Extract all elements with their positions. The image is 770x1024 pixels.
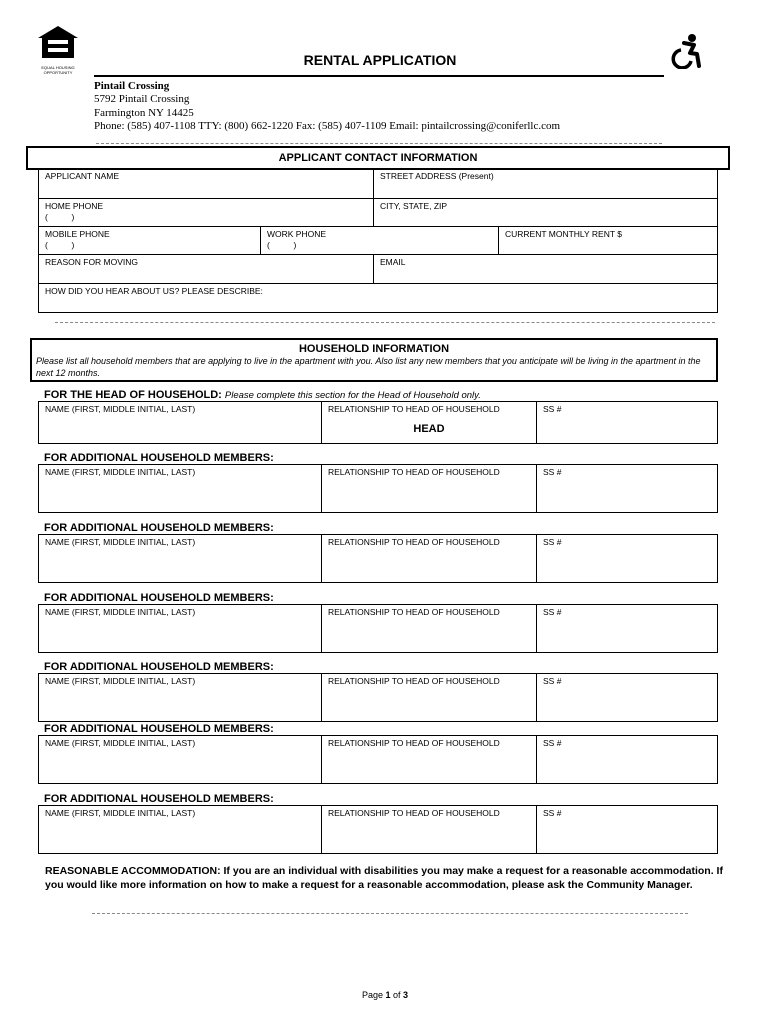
- member-ss-field[interactable]: [536, 534, 718, 583]
- applicant-name-label: APPLICANT NAME: [45, 171, 120, 181]
- member-name-label: NAME (FIRST, MIDDLE INITIAL, LAST): [45, 808, 196, 818]
- member-relationship-field[interactable]: [321, 805, 537, 854]
- mobile-phone-paren: ( ): [45, 240, 75, 250]
- property-info: [94, 80, 560, 133]
- additional-member-header: FOR ADDITIONAL HOUSEHOLD MEMBERS:: [44, 522, 274, 534]
- home-phone-field[interactable]: [38, 198, 374, 227]
- hear-about-label: HOW DID YOU HEAR ABOUT US? PLEASE DESCRIBE:: [45, 286, 263, 296]
- current-rent-field[interactable]: [498, 226, 718, 255]
- page-of: of: [393, 990, 401, 1000]
- property-contact: Phone: (585) 407-1108 TTY: (800) 662-1220 Fax: (585) 407-1109 Email: pintailcrossing@coniferllc.com: [94, 119, 561, 132]
- member-name-field[interactable]: [38, 735, 322, 784]
- hear-about-field[interactable]: [38, 283, 718, 313]
- additional-member-header: FOR ADDITIONAL HOUSEHOLD MEMBERS:: [44, 452, 274, 464]
- work-phone-label: WORK PHONE: [267, 229, 327, 239]
- member-ss-label: SS #: [543, 467, 562, 477]
- reason-moving-label: REASON FOR MOVING: [45, 257, 139, 267]
- member-relationship-label: RELATIONSHIP TO HEAD OF HOUSEHOLD: [328, 467, 500, 477]
- member-name-field[interactable]: [38, 534, 322, 583]
- head-ss-field[interactable]: [536, 401, 718, 444]
- member-name-field[interactable]: [38, 604, 322, 653]
- work-phone-field[interactable]: [260, 226, 499, 255]
- email-field[interactable]: [373, 254, 718, 284]
- additional-member-header: FOR ADDITIONAL HOUSEHOLD MEMBERS:: [44, 793, 274, 805]
- member-ss-label: SS #: [543, 808, 562, 818]
- page-footer: [0, 990, 770, 1000]
- member-relationship-field[interactable]: [321, 534, 537, 583]
- member-ss-field[interactable]: [536, 464, 718, 513]
- additional-member-header: FOR ADDITIONAL HOUSEHOLD MEMBERS:: [44, 723, 274, 735]
- member-name-label: NAME (FIRST, MIDDLE INITIAL, LAST): [45, 676, 196, 686]
- reason-moving-field[interactable]: [38, 254, 374, 284]
- member-name-label: NAME (FIRST, MIDDLE INITIAL, LAST): [45, 607, 196, 617]
- contact-section-header: [26, 146, 730, 170]
- accommodation-divider: [92, 913, 688, 914]
- member-name-field[interactable]: [38, 464, 322, 513]
- property-name: Pintail Crossing: [94, 80, 170, 92]
- page-total: 3: [403, 990, 409, 1000]
- page-label: Page: [361, 990, 383, 1000]
- head-relationship-value: HEAD: [413, 423, 445, 435]
- header-divider: [96, 143, 662, 144]
- head-ss-label: SS #: [543, 404, 562, 414]
- member-ss-field[interactable]: [536, 673, 718, 722]
- applicant-name-field[interactable]: [38, 168, 374, 199]
- member-name-label: NAME (FIRST, MIDDLE INITIAL, LAST): [45, 738, 196, 748]
- member-relationship-label: RELATIONSHIP TO HEAD OF HOUSEHOLD: [328, 676, 500, 686]
- property-city: Farmington NY 14425: [94, 106, 194, 119]
- city-state-zip-field[interactable]: [373, 198, 718, 227]
- home-phone-paren: ( ): [45, 212, 75, 222]
- member-relationship-field[interactable]: [321, 673, 537, 722]
- equal-housing-text: EQUAL HOUSING OPPORTUNITY: [41, 65, 75, 75]
- member-ss-label: SS #: [543, 607, 562, 617]
- head-name-label: NAME (FIRST, MIDDLE INITIAL, LAST): [45, 404, 196, 414]
- member-ss-field[interactable]: [536, 604, 718, 653]
- work-phone-paren: ( ): [267, 240, 297, 250]
- member-ss-label: SS #: [543, 676, 562, 686]
- head-relationship-field[interactable]: [321, 401, 537, 444]
- member-relationship-field[interactable]: [321, 735, 537, 784]
- member-name-field[interactable]: [38, 805, 322, 854]
- member-relationship-label: RELATIONSHIP TO HEAD OF HOUSEHOLD: [328, 537, 500, 547]
- street-address-label: STREET ADDRESS (Present): [380, 171, 494, 181]
- property-street: 5792 Pintail Crossing: [94, 93, 190, 106]
- page-current: 1: [385, 990, 391, 1000]
- household-description: Please list all household members that are applying to live in the apartment with you. Also list any new members that you anticipate will be living in the apartment in the next 12 months.: [36, 356, 701, 378]
- member-name-field[interactable]: [38, 673, 322, 722]
- home-phone-label: HOME PHONE: [45, 201, 104, 211]
- household-section-title: HOUSEHOLD INFORMATION: [298, 343, 450, 355]
- member-relationship-label: RELATIONSHIP TO HEAD OF HOUSEHOLD: [328, 808, 500, 818]
- member-relationship-field[interactable]: [321, 464, 537, 513]
- member-name-label: NAME (FIRST, MIDDLE INITIAL, LAST): [45, 467, 196, 477]
- member-relationship-field[interactable]: [321, 604, 537, 653]
- head-of-household-header: [44, 389, 481, 401]
- title-rule: [94, 75, 664, 77]
- mobile-phone-label: MOBILE PHONE: [45, 229, 110, 239]
- contact-section-title: APPLICANT CONTACT INFORMATION: [278, 152, 478, 164]
- current-rent-label: CURRENT MONTHLY RENT $: [505, 229, 622, 239]
- city-state-zip-label: CITY, STATE, ZIP: [380, 201, 448, 211]
- email-label: EMAIL: [380, 257, 406, 267]
- street-address-field[interactable]: [373, 168, 718, 199]
- additional-member-header: FOR ADDITIONAL HOUSEHOLD MEMBERS:: [44, 592, 274, 604]
- member-ss-label: SS #: [543, 537, 562, 547]
- head-relationship-label: RELATIONSHIP TO HEAD OF HOUSEHOLD: [328, 404, 500, 414]
- member-ss-label: SS #: [543, 738, 562, 748]
- page-title: RENTAL APPLICATION: [303, 52, 457, 68]
- head-name-field[interactable]: [38, 401, 322, 444]
- contact-divider: [55, 322, 715, 323]
- reasonable-accommodation-note: REASONABLE ACCOMMODATION: If you are an individual with disabilities you may make a request for a reasonable accommodation. If you would like more information on how to make a request for a reasonable accommodation, please ask the Community Manager.: [45, 865, 723, 891]
- head-of-household-note: Please complete this section for the Head of Household only.: [224, 390, 481, 401]
- additional-member-header: FOR ADDITIONAL HOUSEHOLD MEMBERS:: [44, 661, 274, 673]
- member-name-label: NAME (FIRST, MIDDLE INITIAL, LAST): [45, 537, 196, 547]
- member-ss-field[interactable]: [536, 805, 718, 854]
- member-ss-field[interactable]: [536, 735, 718, 784]
- mobile-phone-field[interactable]: [38, 226, 261, 255]
- member-relationship-label: RELATIONSHIP TO HEAD OF HOUSEHOLD: [328, 738, 500, 748]
- head-of-household-title: FOR THE HEAD OF HOUSEHOLD:: [44, 389, 222, 401]
- member-relationship-label: RELATIONSHIP TO HEAD OF HOUSEHOLD: [328, 607, 500, 617]
